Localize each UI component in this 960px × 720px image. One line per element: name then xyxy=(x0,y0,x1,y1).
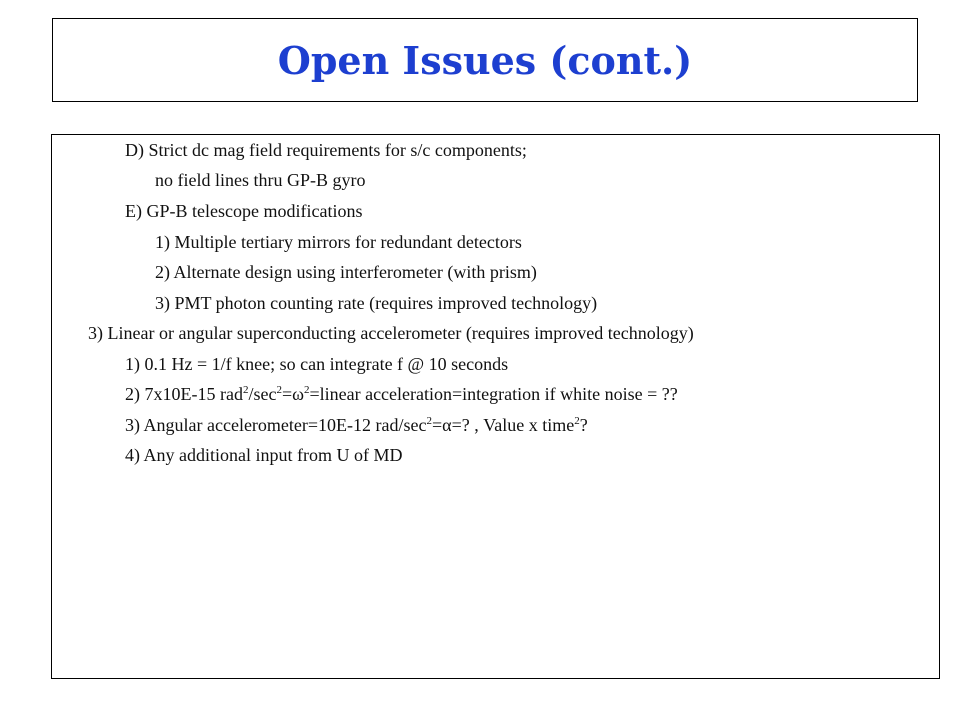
superscript-2: 2 xyxy=(426,415,433,427)
slide-title: Open Issues (cont.) xyxy=(277,38,693,83)
item-3: 3) Linear or angular superconducting accelerometer (requires improved technology) xyxy=(88,323,694,343)
item-3-2-part-b: /sec xyxy=(248,384,277,404)
superscript-2: 2 xyxy=(303,384,310,396)
item-3-2 xyxy=(125,382,678,406)
item-3-3 xyxy=(125,413,588,437)
item-3-3-part-a: 3) Angular accelerometer=10E-12 rad/sec xyxy=(125,415,427,435)
item-3-2-part-a: 2) 7x10E-15 rad xyxy=(125,384,243,404)
superscript-2: 2 xyxy=(242,384,249,396)
item-e-1: 1) Multiple tertiary mirrors for redundant detectors xyxy=(155,232,522,252)
item-3-1: 1) 0.1 Hz = 1/f knee; so can integrate f @ 10 seconds xyxy=(125,354,509,374)
item-3-3-part-c: ? xyxy=(579,415,588,435)
item-e-2: 2) Alternate design using interferometer (with prism) xyxy=(155,262,537,282)
item-3-4: 4) Any additional input from U of MD xyxy=(125,445,403,465)
title-box xyxy=(52,18,918,102)
item-e-3: 3) PMT photon counting rate (requires improved technology) xyxy=(155,293,598,313)
superscript-2: 2 xyxy=(574,415,580,427)
item-3-3-part-b: =α=? , Value x time xyxy=(432,415,575,435)
item-3-2-part-d: =linear acceleration=integration if white noise = ?? xyxy=(309,384,678,404)
item-d-continued: no field lines thru GP-B gyro xyxy=(155,170,366,190)
item-e: E) GP-B telescope modifications xyxy=(125,201,363,221)
item-d: D) Strict dc mag field requirements for s/c components; xyxy=(125,140,527,160)
superscript-2: 2 xyxy=(276,384,282,396)
item-3-2-part-c: =ω xyxy=(281,384,304,404)
